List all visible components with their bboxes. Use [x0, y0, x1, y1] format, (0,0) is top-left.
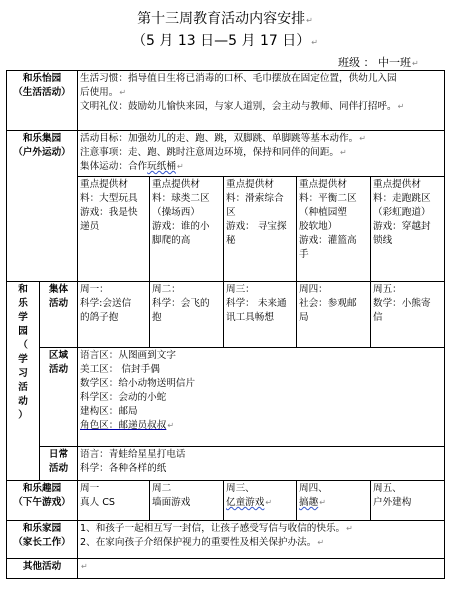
life-header: 和乐怡园 （生活活动）: [7, 71, 78, 131]
area-activity-label: 区域 活动: [40, 348, 78, 447]
afternoon-day-4: 周四、 搞趣↵: [297, 481, 371, 521]
other-row: [7, 559, 445, 579]
afternoon-day-3: 周三、 亿童游戏↵: [224, 481, 297, 521]
area-activity-content: 语言区：从图画到文字 美工区： 信封手偶 数学区：给小动物送明信片 科学区：会动的小蛇 建构区：邮局 角色区：邮递员叔叔↵: [78, 348, 445, 447]
class-label: 班级 ： 中一班↵: [338, 56, 419, 69]
study-row-area: [7, 348, 445, 447]
schedule-table: [6, 70, 445, 579]
outdoor-cell-1: 重点提供材 料：大型玩具 游戏：我是快 递员: [78, 177, 150, 282]
group-day-2: 周二： 科学：会飞的 抱: [150, 282, 224, 348]
group-day-5: 周五： 数学：小熊寄 信: [371, 282, 445, 348]
study-header: 和 乐 学 园 （ 学 习 活 动 ）: [7, 282, 40, 481]
group-activity-label: 集体 活动: [40, 282, 78, 348]
page-title: 第十三周教育活动内容安排↵: [137, 11, 313, 27]
family-header: 和乐家园 （家长工作）: [7, 521, 78, 559]
outdoor-row-top: [7, 131, 445, 177]
date-range: （5 月 13 日—5 月 17 日）↵: [132, 33, 318, 49]
afternoon-header: 和乐趣园 （下午游戏）: [7, 481, 78, 521]
life-content: 生活习惯：指导值日生将已消毒的口杯、毛巾摆放在固定位置，供幼儿入园 后使用。↵ 文明礼仪：鼓励幼儿愉快来园，与家人道别，会主动与教师、同伴打招呼。↵: [78, 71, 445, 131]
daily-activity-label: 日常 活动: [40, 447, 78, 481]
outdoor-cell-2: 重点提供材 料：球类二区 （操场西） 游戏：谁的小 脚爬的高: [150, 177, 224, 282]
daily-activity-content: 语言：青蛙给星星打电话 科学：各种各样的纸: [78, 447, 445, 481]
outdoor-goals: 活动目标：加强幼儿的走、跑、跳，双脚跳、单脚跳等基本动作。↵ 注意事项：走、跑、跳时注意周边环境，保持和同伴的间距。↵ 集体运动：合作玩纸桶↵: [78, 131, 445, 177]
study-row-group: [7, 282, 445, 348]
outdoor-header: 和乐集园 （户外运动）: [7, 131, 78, 282]
other-content: ↵: [78, 559, 445, 579]
other-header: 其他活动: [7, 559, 78, 579]
afternoon-day-5: 周五、 户外建构: [371, 481, 445, 521]
study-row-daily: [7, 447, 445, 481]
afternoon-row: [7, 481, 445, 521]
group-day-1: 周一： 科学:会送信 的鸽子抱: [78, 282, 150, 348]
family-content: 1、和孩子一起相互写一封信，让孩子感受写信与收信的快乐。↵ 2、在家向孩子介绍保护视力的重要性及相关保护办法。↵: [78, 521, 445, 559]
outdoor-cell-3: 重点提供材 料：滑索综合 区 游戏： 寻宝探 秘: [224, 177, 297, 282]
group-day-3: 周三： 科学： 未来通 讯工具畅想: [224, 282, 297, 348]
afternoon-day-2: 周二 墙面游戏: [150, 481, 224, 521]
group-day-4: 周四： 社会：参观邮 局: [297, 282, 371, 348]
outdoor-cell-5: 重点提供材 料：走跑跳区 （彩虹跑道） 游戏：穿越封 锁线: [371, 177, 445, 282]
family-row: [7, 521, 445, 559]
afternoon-day-1: 周一 真人 CS: [78, 481, 150, 521]
life-row: [7, 71, 445, 131]
outdoor-cell-4: 重点提供材 料：平衡二区 （种植园塑 胶软地） 游戏：灌篮高 手: [297, 177, 371, 282]
